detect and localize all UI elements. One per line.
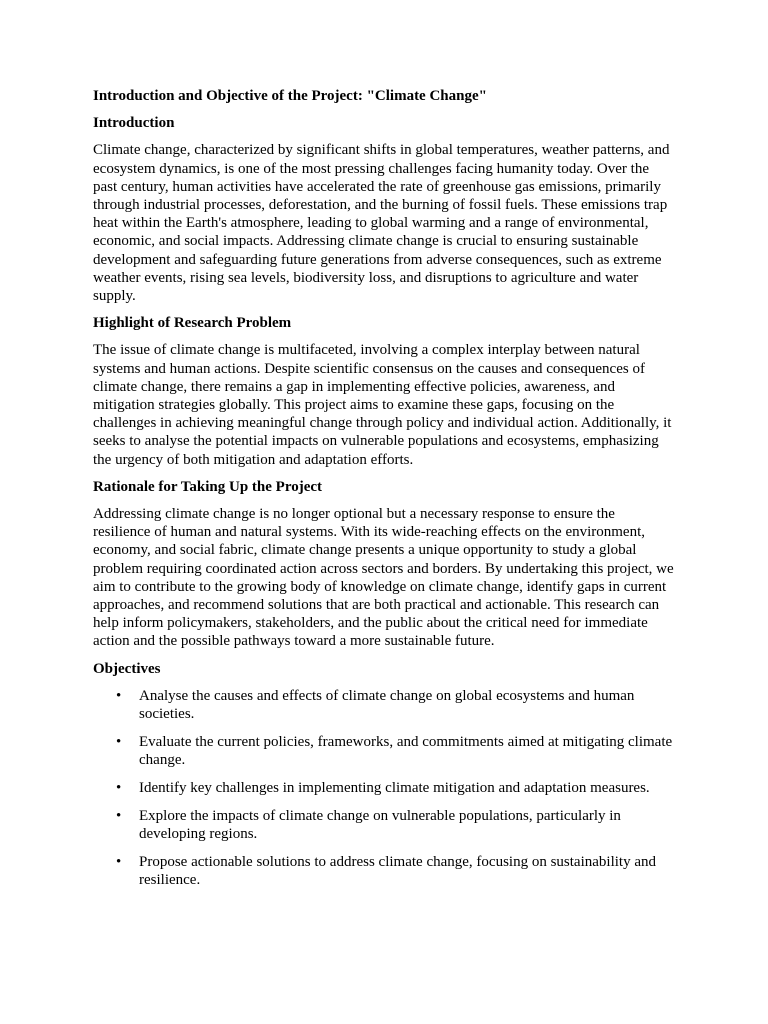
objective-text: Identify key challenges in implementing climate mitigation and adaptation measures. <box>139 779 650 796</box>
bullet-icon: • <box>116 807 122 824</box>
bullet-icon: • <box>116 687 122 704</box>
research-problem-paragraph: The issue of climate change is multifaceted, involving a complex interplay between natural systems and human actions. Despite scientific consensus on the causes and consequences of climate change, there remains a gap in implementing effective policies, awareness, and mitigation strategies globally. This project aims to examine these gaps, focusing on the challenges in achieving meaningful change through policy and individual action. Additionally, it seeks to analyse the potential impacts on vulnerable populations and ecosystems, emphasizing the urgency of both mitigation and adaptation efforts. <box>93 342 672 468</box>
list-item <box>93 853 675 889</box>
bullet-icon: • <box>116 853 122 870</box>
objectives-list <box>93 687 675 889</box>
bullet-icon: • <box>116 733 122 750</box>
rationale-paragraph: Addressing climate change is no longer optional but a necessary response to ensure the resilience of human and natural systems. With its wide-reaching effects on the environment, economy, and social fabric, climate change presents a unique opportunity to study a global problem requiring coordinated action across sectors and borders. By undertaking this project, we aim to contribute to the growing body of knowledge on climate change, identify gaps in current approaches, and recommend solutions that are both practical and actionable. This research can help inform policymakers, stakeholders, and the public about the critical need for immediate action and the possible pathways toward a more sustainable future. <box>93 506 674 650</box>
introduction-paragraph: Climate change, characterized by significant shifts in global temperatures, weather patterns, and ecosystem dynamics, is one of the most pressing challenges facing humanity today. Over the past century, human activities have accelerated the rate of greenhouse gas emissions, primarily through industrial processes, deforestation, and the burning of fossil fuels. These emissions trap heat within the Earth's atmosphere, leading to global warming and a range of environmental, economic, and social impacts. Addressing climate change is crucial to ensuring sustainable development and safeguarding future generations from adverse consequences, such as extreme weather events, rising sea levels, biodiversity loss, and disruptions to agriculture and water supply. <box>93 142 670 305</box>
objective-text: Propose actionable solutions to address climate change, focusing on sustainability and resilience. <box>139 853 656 888</box>
list-item <box>93 779 675 797</box>
research-problem-heading: Highlight of Research Problem <box>93 315 292 332</box>
document-page <box>93 87 675 899</box>
list-item <box>93 687 675 723</box>
objective-text: Evaluate the current policies, frameworks, and commitments aimed at mitigating climate change. <box>139 733 673 769</box>
objective-text: Analyse the causes and effects of climate change on global ecosystems and human societies. <box>139 687 635 723</box>
objectives-heading: Objectives <box>93 660 161 677</box>
list-item <box>93 807 675 843</box>
list-item <box>93 733 675 769</box>
rationale-heading: Rationale for Taking Up the Project <box>93 478 323 495</box>
introduction-heading: Introduction <box>93 115 175 132</box>
objective-text: Explore the impacts of climate change on vulnerable populations, particularly in developing regions. <box>139 807 621 842</box>
bullet-icon: • <box>116 779 122 796</box>
document-title: Introduction and Objective of the Project: "Climate Change" <box>93 88 487 104</box>
